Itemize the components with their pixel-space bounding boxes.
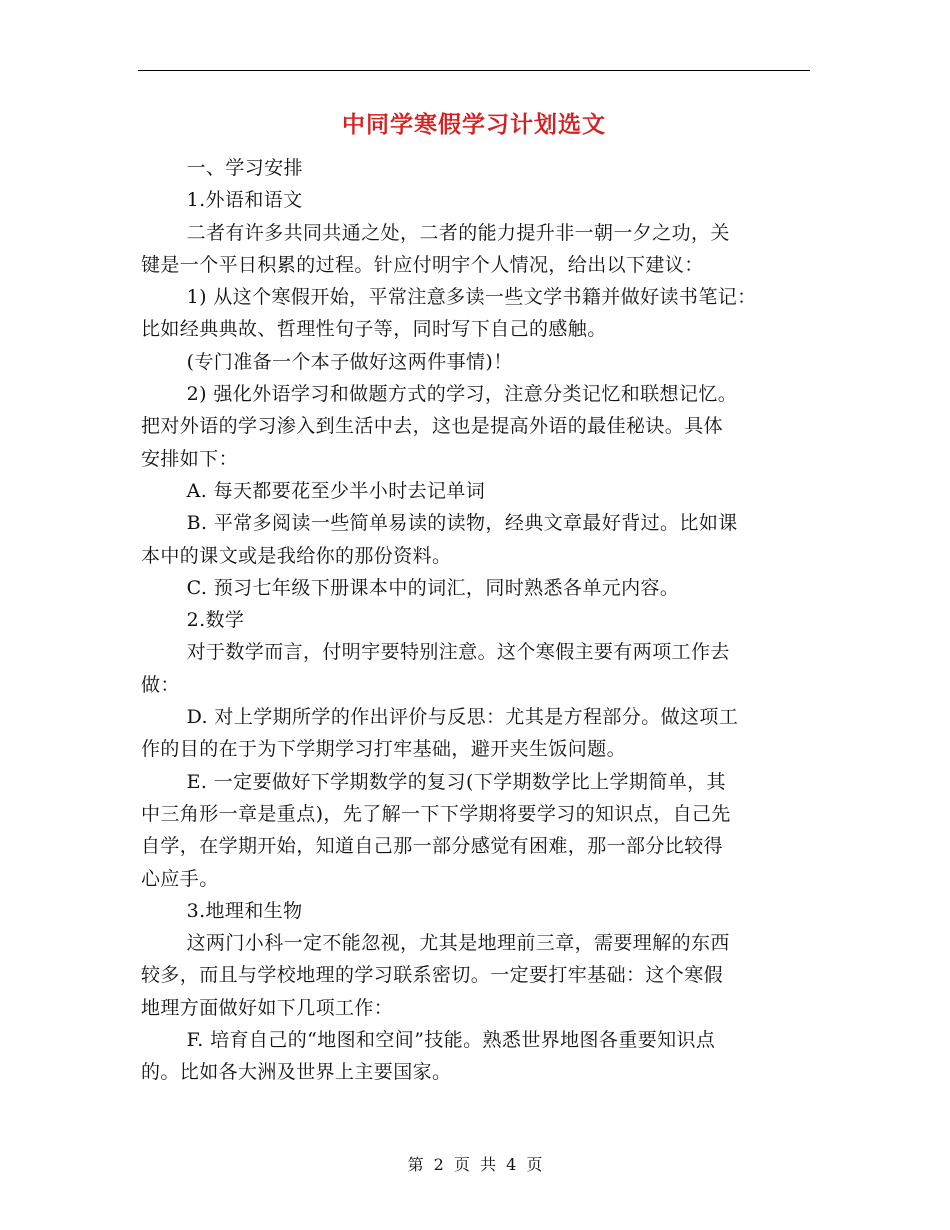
- paragraph-line: 二者有许多共同共通之处，二者的能力提升非一朝一夕之功，关: [186, 221, 730, 244]
- subsection-heading: 3.地理和生物: [186, 899, 303, 922]
- header-rule: [138, 70, 810, 71]
- paragraph-line: 这两门小科一定不能忽视，尤其是地理前三章，需要理解的东西: [186, 932, 730, 955]
- paragraph-line: 键是一个平日积累的过程。针应付明宇个人情况，给出以下建议：: [141, 253, 704, 276]
- paragraph-line: 2) 强化外语学习和做题方式的学习，注意分类记忆和联想记忆。: [186, 383, 738, 406]
- paragraph-line: 1) 从这个寒假开始，平常注意多读一些文学书籍并做好读书笔记：: [186, 286, 757, 309]
- subsection-heading: 2.数学: [186, 609, 245, 632]
- paragraph-line: 较多，而且与学校地理的学习联系密切。一定要打牢基础：这个寒假: [141, 964, 724, 987]
- paragraph-line: 中三角形一章是重点)，先了解一下下学期将要学习的知识点，自己先: [141, 802, 731, 825]
- list-item: C. 预习七年级下册课本中的词汇，同时熟悉各单元内容。: [186, 576, 680, 599]
- page-number: 第 2 页 共 4 页: [407, 1155, 543, 1174]
- paragraph-line: 的。比如各大洲及世界上主要国家。: [141, 1061, 452, 1084]
- paragraph-line: 自学，在学期开始，知道自己那一部分感觉有困难，那一部分比较得: [141, 835, 724, 858]
- paragraph-line: 心应手。: [141, 867, 219, 890]
- document-title: 中同学寒假学习计划选文: [342, 111, 606, 138]
- list-item: B. 平常多阅读一些简单易读的读物，经典文章最好背过。比如课: [186, 512, 738, 535]
- paragraph-line: (专门准备一个本子做好这两件事情)！: [186, 350, 513, 373]
- document-body: [141, 152, 813, 1089]
- subsection-heading: 1.外语和语文: [186, 189, 303, 212]
- paragraph-line: 本中的课文或是我给你的那份资料。: [141, 544, 452, 567]
- section-heading: 一、学习安排: [186, 157, 303, 179]
- paragraph-line: 地理方面做好如下几项工作：: [141, 996, 394, 1019]
- list-item: D. 对上学期所学的作出评价与反思：尤其是方程部分。做这项工: [186, 706, 739, 729]
- paragraph-line: 把对外语的学习渗入到生活中去，这也是提高外语的最佳秘诀。具体: [141, 415, 724, 438]
- paragraph-line: 做：: [141, 673, 180, 696]
- paragraph-line: 对于数学而言，付明宇要特别注意。这个寒假主要有两项工作去: [186, 641, 730, 664]
- list-item: E. 一定要做好下学期数学的复习(下学期数学比上学期简单，其: [186, 770, 726, 793]
- paragraph-line: 比如经典典故、哲理性句子等，同时写下自己的感触。: [141, 318, 607, 341]
- list-item: A. 每天都要花至少半小时去记单词: [186, 479, 486, 502]
- paragraph-line: 作的目的在于为下学期学习打牢基础，避开夹生饭问题。: [141, 738, 627, 761]
- list-item: F. 培育自己的“地图和空间”技能。熟悉世界地图各重要知识点: [186, 1029, 716, 1052]
- paragraph-line: 安排如下：: [141, 447, 239, 470]
